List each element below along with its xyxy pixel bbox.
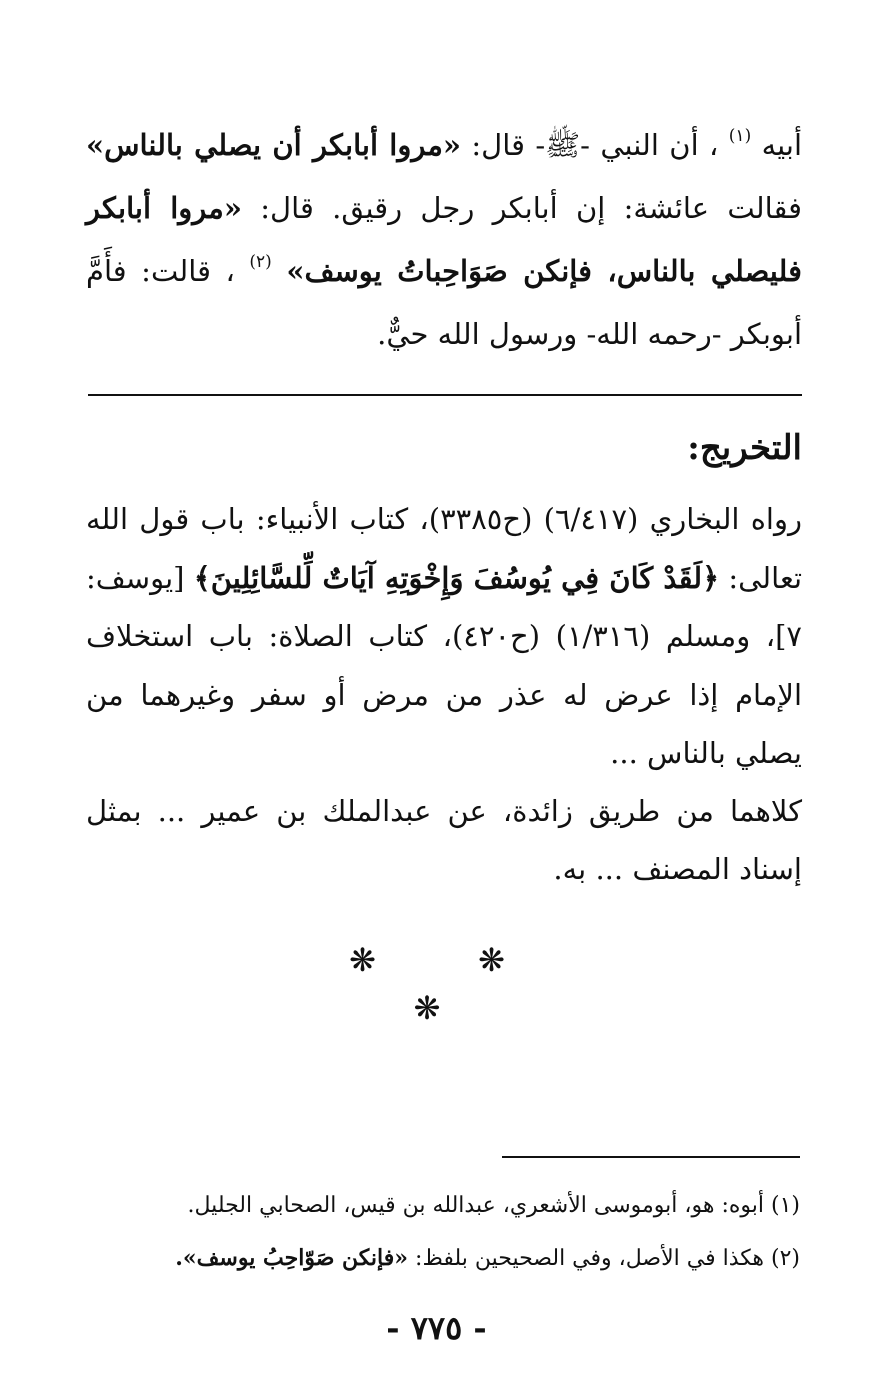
page-number: - ٧٧٥ -: [386, 1309, 487, 1347]
hadith-paragraph: [86, 114, 802, 366]
footnote-1: (١) أبوه: هو، أبوموسى الأشعري، عبدالله بن قيس، الصحابي الجليل.: [187, 1193, 800, 1218]
footnote-ref-1: (١): [728, 126, 752, 146]
footnote-quote: «فإنكن صَوّاحِبُ يوسف».: [175, 1245, 409, 1271]
quran-verse: ﴿لَقَدْ كَانَ فِي يُوسُفَ وَإِخْوَتِهِ آيَاتٌ لِّلسَّائِلِينَ﴾: [193, 560, 720, 595]
section-heading: التخريج:: [687, 428, 802, 468]
text-segment: فقالت عائشة: إن أبابكر رجل رقيق. قال:: [260, 191, 802, 225]
text-segment: رواه البخاري (٦/٤١٧) (ح٣٣٨٥)، كتاب الأنبياء: باب قول الله تعالى:: [86, 502, 803, 595]
text-segment: أبيه: [761, 128, 803, 162]
takhrij-paragraph: [86, 490, 802, 783]
text-segment: ، أن النبي -ﷺ- قال:: [471, 128, 719, 162]
hadith-quote-1: «مروا أبابكر أن يصلي بالناس»: [86, 128, 462, 162]
footnote-2: [86, 1238, 800, 1279]
isnad-paragraph: كلاهما من طريق زائدة، عن عبدالملك بن عمير ... بمثل إسناد المصنف ... به.: [86, 794, 802, 886]
section-separator: ❋ ❋ ❋: [349, 941, 551, 1027]
footnote-divider: [502, 1156, 800, 1158]
section-divider: [88, 394, 802, 396]
text-segment: [يوسف: ٧]، ومسلم (١/٣١٦) (ح٤٢٠)، كتاب الصلاة: باب استخلاف الإمام إذا عرض له عذر من مرض أو سفر وغيرهما من يصلي بالناس ...: [86, 560, 802, 770]
footnote-ref-2: (٢): [249, 252, 272, 272]
text-segment: (٢) هكذا في الأصل، وفي الصحيحين بلفظ:: [415, 1246, 800, 1271]
hadith-quote-2: «مروا أبابكر فليصلي بالناس، فإنكن صَوَاحِباتُ يوسف»: [86, 191, 803, 288]
text-segment: ، قالت: فأَمَّ أبوبكر -رحمه الله- ورسول الله حيٌّ.: [86, 254, 802, 351]
